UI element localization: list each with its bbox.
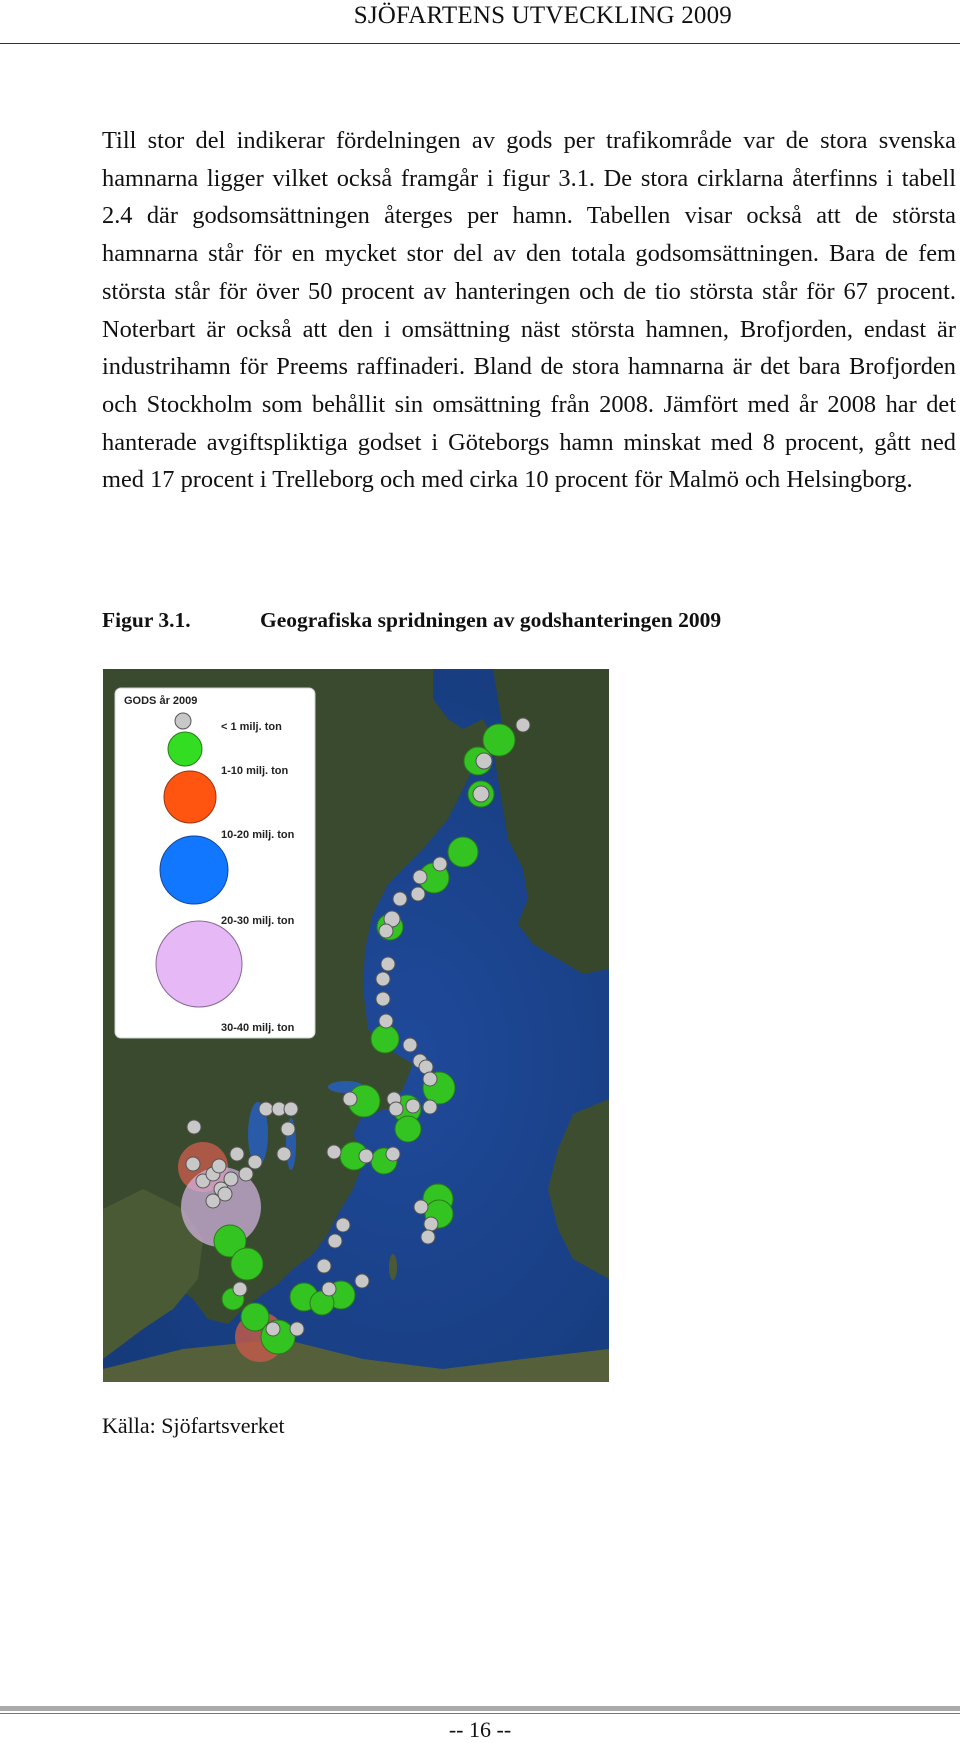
figure-caption (102, 608, 721, 633)
port-map (103, 669, 609, 1382)
legend-label-4: 20-30 milj. ton (221, 915, 295, 927)
map-figure (103, 669, 609, 1382)
legend-label-1: < 1 milj. ton (221, 721, 282, 733)
legend-swatch-1 (175, 713, 191, 729)
figure-source: Källa: Sjöfartsverket (102, 1413, 285, 1438)
header-title: SJÖFARTENS UTVECKLING 2009 (353, 2, 732, 29)
legend-swatch-2 (168, 732, 202, 766)
legend-swatch-4 (160, 836, 228, 904)
legend-label-2: 1-10 milj. ton (221, 765, 289, 777)
map-legend (115, 688, 315, 1038)
legend-swatch-3 (164, 771, 216, 823)
legend-label-3: 10-20 milj. ton (221, 829, 295, 841)
page-number: -- 16 -- (448, 1717, 512, 1742)
footer-rule-thin (0, 1713, 960, 1714)
body-paragraph: Till stor del indikerar fördelningen av gods per trafikområde var de stora svenska hamnarna ligger vilket också framgår i figur 3.1. De stora cirklarna återfinns i tabell 2.4 där godsomsättningen återges per hamn. Tabellen visar också att de största hamnarna står för en mycket stor del av den totala godsomsättningen. Bara de fem största står för över 50 procent av hanteringen och de tio största står för 67 procent. Noterbart är också att den i omsättning näst största hamnen, Brofjorden, endast är industrihamn för Preems raffinaderi. Bland de stora hamnarna är det bara Brofjorden och Stockholm som behållit sin omsättning från 2008. Jämfört med år 2008 har det hanterade avgiftspliktiga godset i Göteborgs hamn minskat med 8 procent, gått ned med 17 procent i Trelleborg och med cirka 10 procent för Malmö och Helsingborg. (102, 127, 956, 494)
legend-swatch-5 (156, 921, 242, 1007)
island-oland (389, 1254, 397, 1280)
figure-number: Figur 3.1. (102, 608, 191, 632)
figure-title: Geografiska spridningen av godshanteringen 2009 (260, 608, 722, 632)
legend-label-5: 30-40 milj. ton (221, 1022, 295, 1034)
running-header (0, 0, 960, 44)
footer-rule (0, 1706, 960, 1711)
legend-title: GODS år 2009 (124, 695, 198, 707)
